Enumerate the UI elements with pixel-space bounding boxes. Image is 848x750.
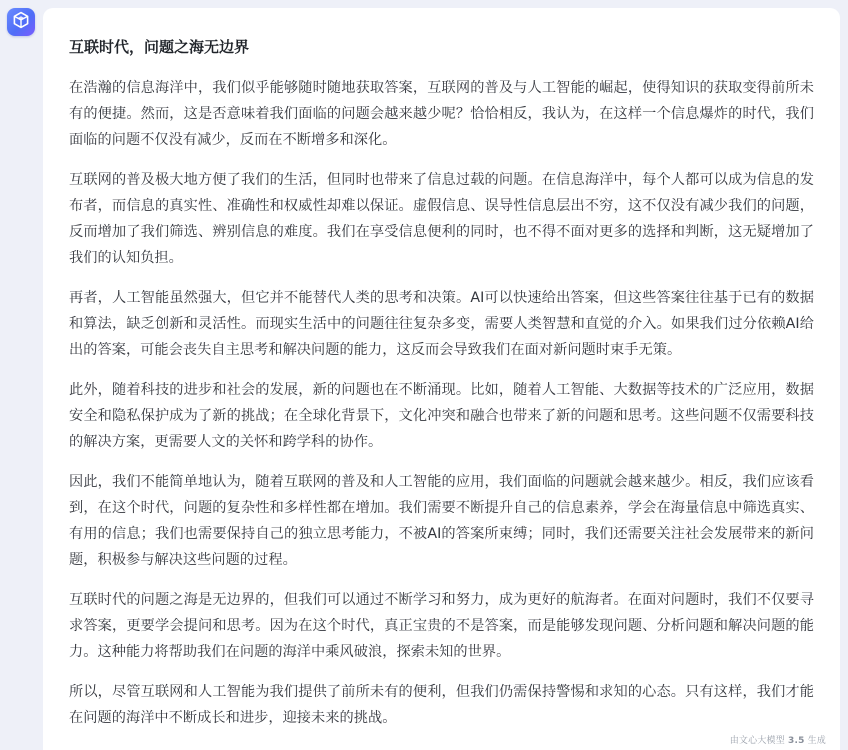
message-paragraph-1: 在浩瀚的信息海洋中，我们似乎能够随时随地获取答案，互联网的普及与人工智能的崛起，使得知识的获取变得前所未有的便捷。然而，这是否意味着我们面临的问题会越来越少呢？恰恰相反，我认为，在这样一个信息爆炸的时代，我们面临的问题不仅没有减少，反而在不断增多和深化。 [69, 80, 814, 148]
message-title: 互联时代，问题之海无边界 [69, 38, 250, 56]
message-paragraph-3: 再者，人工智能虽然强大，但它并不能替代人类的思考和决策。AI可以快速给出答案，但这些答案往往基于已有的数据和算法，缺乏创新和灵活性。而现实生活中的问题往往复杂多变，需要人类智慧和直觉的介入。如果我们过分依赖AI给出的答案，可能会丧失自主思考和解决问题的能力，这反而会导致我们在面对新问题时束手无策。 [69, 290, 814, 358]
cube-logo-icon [12, 11, 30, 33]
message-paragraph-6: 互联时代的问题之海是无边界的，但我们可以通过不断学习和努力，成为更好的航海者。在面对问题时，我们不仅要寻求答案，更要学会提问和思考。因为在这个时代，真正宝贵的不是答案，而是能够发现问题、分析问题和解决问题的能力。这种能力将帮助我们在问题的海洋中乘风破浪，探索未知的世界。 [69, 592, 814, 660]
assistant-avatar [7, 8, 35, 36]
message-paragraph-4: 此外，随着科技的进步和社会的发展，新的问题也在不断涌现。比如，随着人工智能、大数据等技术的广泛应用，数据安全和隐私保护成为了新的挑战；在全球化背景下，文化冲突和融合也带来了新的问题和思考。这些问题不仅需要科技的解决方案，更需要人文的关怀和跨学科的协作。 [69, 382, 814, 450]
assistant-message-card [43, 8, 840, 750]
model-version: 3.5 [787, 736, 805, 746]
message-paragraph-7: 所以，尽管互联网和人工智能为我们提供了前所未有的便利，但我们仍需保持警惕和求知的心态。只有这样，我们才能在问题的海洋中不断成长和进步，迎接未来的挑战。 [69, 684, 814, 726]
generated-by-prefix: 由文心大模型 [729, 736, 785, 746]
generated-by-note [730, 733, 826, 746]
message-paragraph-5: 因此，我们不能简单地认为，随着互联网的普及和人工智能的应用，我们面临的问题就会越来越少。相反，我们应该看到，在这个时代，问题的复杂性和多样性都在增加。我们需要不断提升自己的信息素养，学会在海量信息中筛选真实、有用的信息；我们也需要保持自己的独立思考能力，不被AI的答案所束缚；同时，我们还需要关注社会发展带来的新问题，积极参与解决这些问题的过程。 [69, 474, 814, 568]
message-paragraph-2: 互联网的普及极大地方便了我们的生活，但同时也带来了信息过载的问题。在信息海洋中，每个人都可以成为信息的发布者，而信息的真实性、准确性和权威性却难以保证。虚假信息、误导性信息层出不穷，这不仅没有减少我们的问题，反而增加了我们筛选、辨别信息的难度。我们在享受信息便利的同时，也不得不面对更多的选择和判断，这无疑增加了我们的认知负担。 [69, 172, 814, 266]
generated-by-suffix: 生成 [807, 736, 826, 746]
